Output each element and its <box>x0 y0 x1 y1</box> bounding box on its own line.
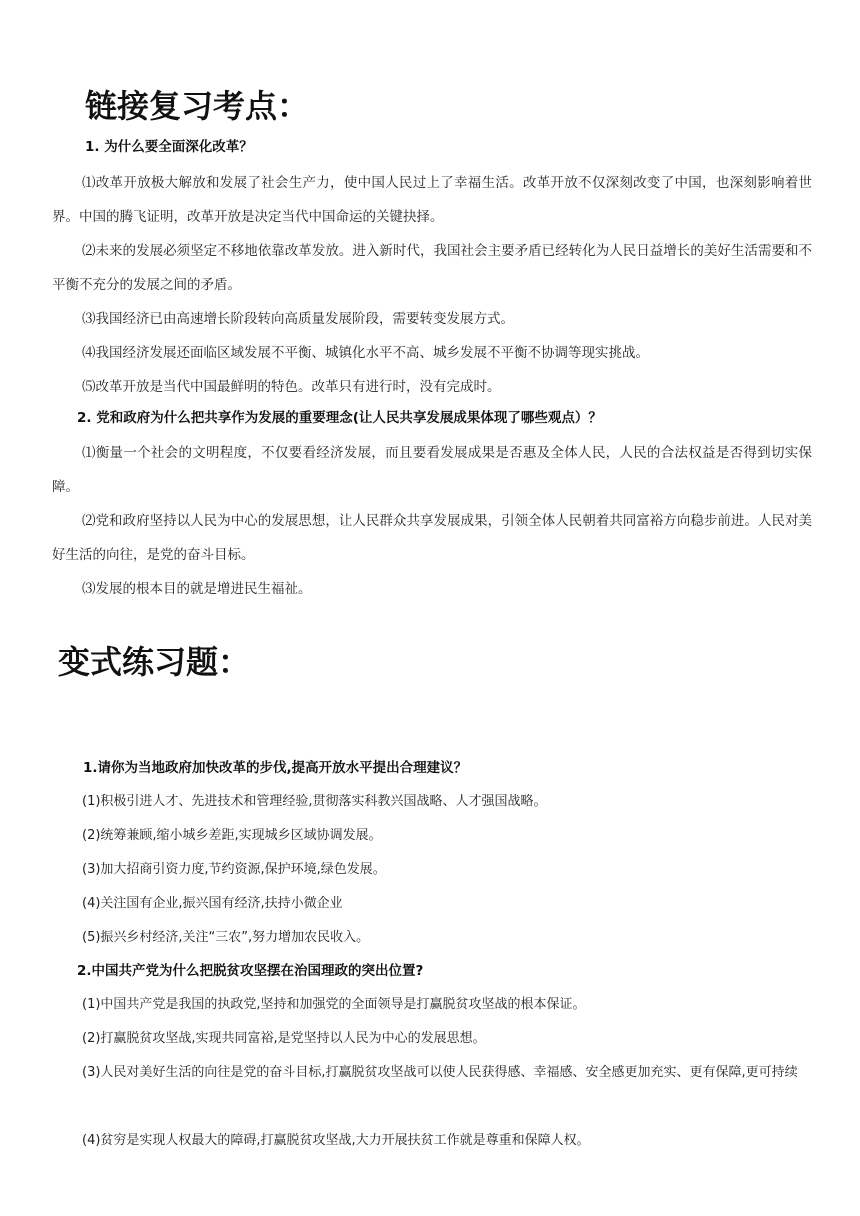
practice-answer-2-2: (2)打赢脱贫攻坚战,实现共同富裕,是党坚持以人民为中心的发展思想。 <box>82 1031 486 1046</box>
review-answer-1-4: ⑷我国经济发展还面临区域发展不平衡、城镇化水平不高、城乡发展不平衡不协调等现实挑战。 <box>82 345 649 361</box>
review-answer-1-1: ⑴改革开放极大解放和发展了社会生产力，使中国人民过上了幸福生活。改革开放不仅深刻改变了中国，也深刻影响着世界。中国的腾飞证明，改革开放是决定当代中国命运的关键抉择。 <box>52 175 812 225</box>
practice-answer-1-2: (2)统筹兼顾,缩小城乡差距,实现城乡区域协调发展。 <box>82 828 382 843</box>
practice-heading: 变式练习题： <box>58 643 251 681</box>
review-answer-1-2: ⑵未来的发展必须坚定不移地依靠改革发放。进入新时代，我国社会主要矛盾已经转化为人民日益增长的美好生活需要和不平衡不充分的发展之间的矛盾。 <box>52 243 812 293</box>
review-answer-2-1: ⑴衡量一个社会的文明程度，不仅要看经济发展，而且要看发展成果是否惠及全体人民，人民的合法权益是否得到切实保障。 <box>52 445 812 495</box>
review-heading: 链接复习考点： <box>85 87 310 125</box>
practice-answer-1-3: (3)加大招商引资力度,节约资源,保护环境,绿色发展。 <box>82 862 386 877</box>
practice-answer-1-1: (1)积极引进人才、先进技术和管理经验,贯彻落实科教兴国战略、人才强国战略。 <box>82 794 547 809</box>
review-question-2: 2. 党和政府为什么把共享作为发展的重要理念(让人民共享发展成果体现了哪些观点）？ <box>77 410 602 426</box>
review-question-1: 1. 为什么要全面深化改革？ <box>85 139 253 155</box>
review-answer-1-5: ⑸改革开放是当代中国最鲜明的特色。改革只有进行时，没有完成时。 <box>82 379 501 395</box>
practice-answer-2-1: (1)中国共产党是我国的执政党,坚持和加强党的全面领导是打赢脱贫攻坚战的根本保证。 <box>82 997 586 1012</box>
practice-answer-2-4: (4)贫穷是实现人权最大的障碍,打赢脱贫攻坚战,大力开展扶贫工作就是尊重和保障人权。 <box>82 1133 590 1148</box>
review-answer-2-3: ⑶发展的根本目的就是增进民生福祉。 <box>82 581 312 597</box>
practice-answer-1-4: (4)关注国有企业,振兴国有经济,扶持小微企业 <box>82 896 343 911</box>
practice-question-1: 1.请你为当地政府加快改革的步伐,提高开放水平提出合理建议？ <box>83 760 468 776</box>
review-answer-1-3: ⑶我国经济已由高速增长阶段转向高质量发展阶段，需要转变发展方式。 <box>82 311 514 327</box>
practice-question-2: 2.中国共产党为什么把脱贫攻坚摆在治国理政的突出位置? <box>77 963 424 979</box>
practice-answer-1-5: (5)振兴乡村经济,关注“三农”,努力增加农民收入。 <box>82 930 370 945</box>
practice-answer-2-3: (3)人民对美好生活的向往是党的奋斗目标,打赢脱贫攻坚战可以使人民获得感、幸福感、安全感更加充实、更有保障,更可持续 <box>82 1065 798 1080</box>
review-answer-2-2: ⑵党和政府坚持以人民为中心的发展思想，让人民群众共享发展成果，引领全体人民朝着共同富裕方向稳步前进。人民对美好生活的向往，是党的奋斗目标。 <box>52 513 812 563</box>
